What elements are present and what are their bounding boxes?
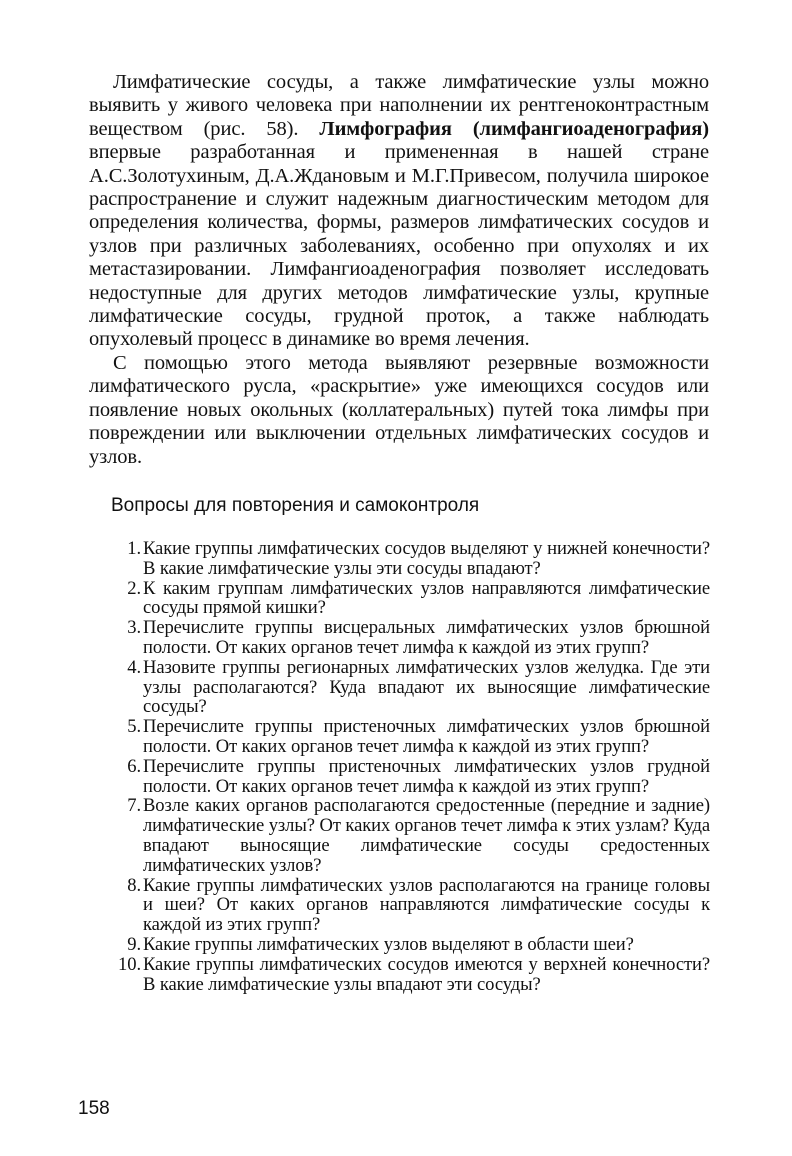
question-item [113,955,710,995]
question-text: Какие группы лимфатических узлов располагаются на границе головы и шеи? От каких органов направляются лимфатические сосуды к каждой из этих групп? [143,874,710,936]
question-number: 4. [127,656,141,678]
question-number: 1. [127,538,141,559]
question-number: 10. [118,953,141,975]
question-item [113,796,710,875]
question-text: Возле каких органов располагаются средостенные (передние и задние) лимфатические узлы? От каких органов течет лимфа к этих узлам? Куда впадают выносящие лимфатические сосуды средостенных лимфатических узлов? [143,795,710,876]
question-item [113,717,710,757]
question-number: 7. [127,795,141,817]
question-number: 3. [127,617,141,639]
paragraph-lymphography [89,71,709,352]
question-text: Какие группы лимфатических узлов выделяют в области шеи? [143,933,634,955]
term-lymphography: Лимфография (лимфангиоаденография) [319,117,709,140]
question-text: Назовите группы регионарных лимфатических узлов желудка. Где эти узлы располагаются? Куда впадают их выносящие лимфатические сосуды? [143,656,710,718]
paragraph-reserve-capabilities: С помощью этого метода выявляют резервные возможности лимфатического русла, «раскрытие» уже имеющихся сосудов или появление новых окольных (коллатеральных) путей тока лимфы при повреждении или выключении отдельных лимфатических сосудов и узлов. [89,351,709,468]
page-number: 158 [78,1098,110,1119]
question-number: 6. [127,755,141,777]
question-number: 9. [127,933,141,955]
body-text [89,71,709,469]
question-item [113,579,710,619]
question-list [113,539,710,994]
question-text: Перечислите группы висцеральных лимфатических узлов брюшной полости. От каких органов течет лимфа к каждой из этих групп? [143,617,710,658]
question-number: 5. [127,716,141,738]
question-text: Перечислите группы пристеночных лимфатических узлов грудной полости. От каких органов течет лимфа к каждой из этих групп? [143,755,710,797]
question-number: 2. [127,577,141,599]
question-item [113,658,710,717]
question-text: Перечислите группы пристеночных лимфатических узлов брюшной полости. От каких органов течет лимфа к каждой из этих групп? [143,716,710,757]
question-text: Какие группы лимфатических сосудов выделяют у нижней конечности? В какие лимфатические узлы эти сосуды впадают? [143,538,710,579]
paragraph-1-text-start: Лимфатические сосуды, а также лимфатические узлы можно выявить у живого человека при наполнении их рентгеноконтрастным веществом (рис. 58). [89,71,709,140]
question-text: К каким группам лимфатических узлов направляются лимфатические сосуды прямой кишки? [143,577,710,619]
question-number: 8. [127,874,141,896]
question-item [113,539,710,579]
paragraph-1-text-end: впервые разработанная и примененная в нашей стране А.С.Золотухиным, Д.А.Ждановым и М.Г.Привесом, получила широкое распространение и служит надежным диагностическим методом для определения количества, формы, размеров лимфатических сосудов и узлов при различных заболеваниях, особенно при опухолях и их метастазировании. Лимфангиоаденография позволяет исследовать недоступные для других методов лимфатические узлы, крупные лимфатические сосуды, грудной проток, а также наблюдать опухолевый процесс в динамике во время лечения. [89,141,709,351]
question-item [113,618,710,658]
question-item [113,935,710,955]
question-item [113,757,710,797]
question-text: Какие группы лимфатических сосудов имеются у верхней конечности? В какие лимфатические узлы впадают эти сосуды? [143,953,710,995]
question-item [113,876,710,935]
section-heading: Вопросы для повторения и самоконтроля [111,495,480,516]
